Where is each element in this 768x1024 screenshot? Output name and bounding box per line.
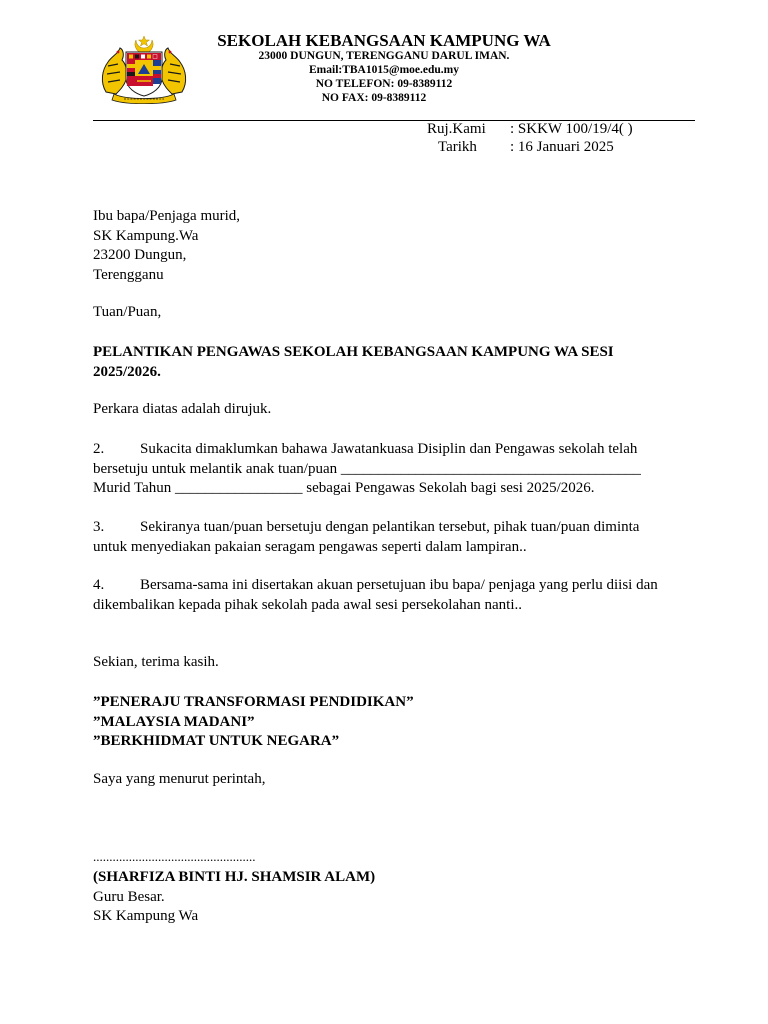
- signatory-name: (SHARFIZA BINTI HJ. SHAMSIR ALAM): [93, 869, 376, 885]
- paragraph-number: 4.: [93, 577, 105, 593]
- school-phone: NO TELEFON: 09-8389112: [315, 78, 453, 90]
- signature-block: [93, 868, 693, 927]
- school-name: [0, 31, 768, 51]
- signature-line: ..................................................: [93, 849, 256, 864]
- paragraph-2: [93, 440, 693, 499]
- intro-text: Perkara diatas adalah dirujuk.: [93, 401, 272, 417]
- school-name-text: SEKOLAH KEBANGSAAN KAMPUNG WA: [217, 31, 551, 50]
- paragraph-number: 2.: [93, 441, 105, 457]
- paragraph-line: Sekiranya tuan/puan bersetuju dengan pelantikan tersebut, pihak tuan/puan diminta: [140, 519, 640, 535]
- salutation: Tuan/Puan,: [93, 304, 162, 320]
- recipient-line: Terengganu: [93, 266, 164, 283]
- paragraph-3: [93, 518, 693, 557]
- recipient-line: SK Kampung.Wa: [93, 227, 199, 244]
- paragraph-4: [93, 576, 693, 615]
- school-fax: NO FAX: 09-8389112: [321, 92, 427, 104]
- paragraph-line: Sukacita dimaklumkan bahawa Jawatankuasa Disiplin dan Pengawas sekolah telah: [140, 441, 638, 457]
- reference-value: : SKKW 100/19/4( ): [510, 121, 633, 137]
- paragraph-line: untuk menyediakan pakaian seragam pengawas seperti dalam lampiran..: [93, 538, 527, 555]
- recipient-line: 23200 Dungun,: [93, 247, 187, 263]
- reference-label: Ruj.Kami: [427, 121, 486, 137]
- slogans: [93, 693, 693, 752]
- paragraph-line: Murid Tahun _________________ sebagai Pengawas Sekolah bagi sesi 2025/2026.: [93, 480, 595, 496]
- slogan-line: ”PENERAJU TRANSFORMASI PENDIDIKAN”: [93, 694, 414, 710]
- paragraph-line: bersetuju untuk melantik anak tuan/puan ________________________________________: [93, 460, 641, 477]
- closing-text: Sekian, terima kasih.: [93, 654, 219, 670]
- date-label: Tarikh: [438, 139, 477, 155]
- signatory-school: SK Kampung Wa: [93, 908, 199, 924]
- letter-subject: [93, 343, 693, 382]
- school-address: 23000 DUNGUN, TERENGGANU DARUL IMAN.: [258, 50, 510, 62]
- paragraph-line: dikembalikan kepada pihak sekolah pada awal sesi persekolahan nanti..: [93, 596, 523, 613]
- school-email: Email:TBA1015@moe.edu.my: [309, 64, 459, 76]
- recipient-line: Ibu bapa/Penjaga murid,: [93, 208, 241, 224]
- subject-line: 2025/2026.: [93, 363, 161, 380]
- slogan-line: ”MALAYSIA MADANI”: [93, 713, 255, 730]
- signatory-title: Guru Besar.: [93, 888, 165, 905]
- date-value: : 16 Januari 2025: [510, 139, 614, 155]
- subject-line: PELANTIKAN PENGAWAS SEKOLAH KEBANGSAAN KAMPUNG WA SESI: [93, 344, 614, 360]
- slogan-line: ”BERKHIDMAT UNTUK NEGARA”: [93, 733, 340, 749]
- sign-off: Saya yang menurut perintah,: [93, 771, 266, 787]
- paragraph-number: 3.: [93, 519, 105, 535]
- paragraph-line: Bersama-sama ini disertakan akuan persetujuan ibu bapa/ penjaga yang perlu diisi dan: [140, 577, 658, 593]
- recipient-address: [93, 207, 693, 285]
